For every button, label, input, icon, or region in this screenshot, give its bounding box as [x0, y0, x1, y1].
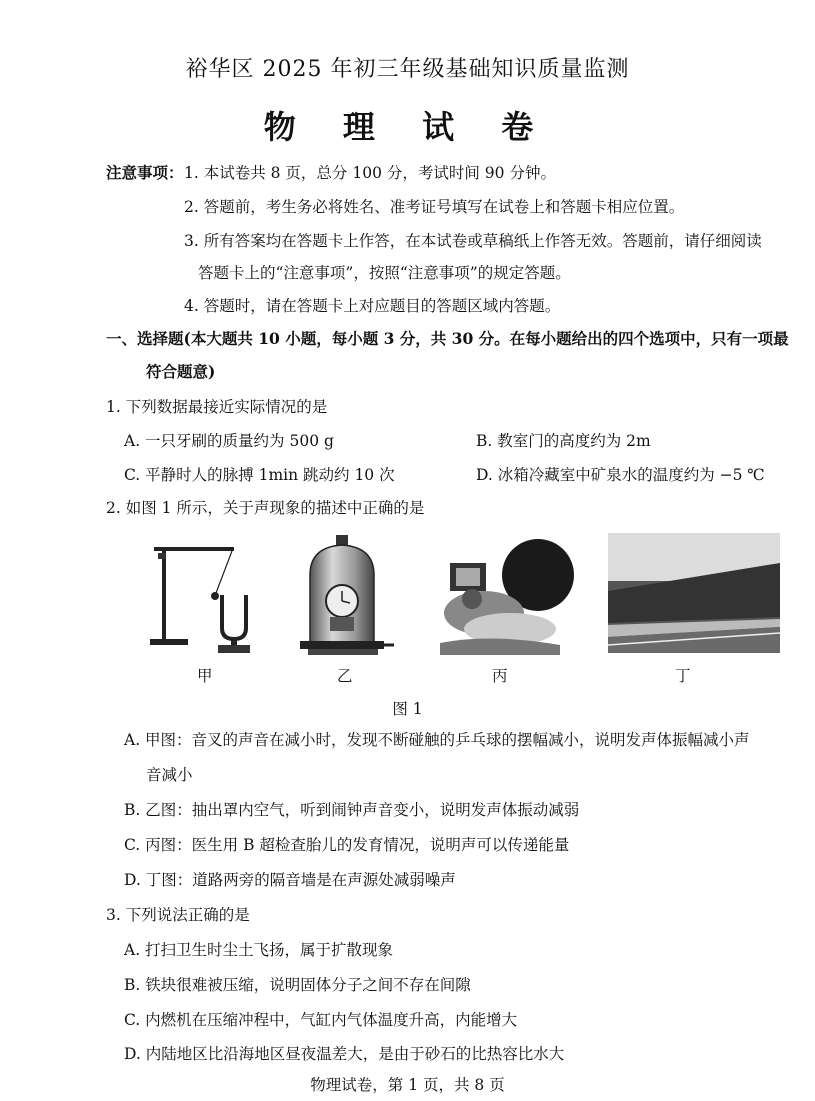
notice-item-2: 2. 答题前，考生务必将姓名、准考证号填写在试卷上和答题卡相应位置。	[184, 198, 685, 216]
question-3-stem: 3. 下列说法正确的是	[106, 906, 250, 924]
notice-item-1: 1. 本试卷共 8 页，总分 100 分，考试时间 90 分钟。	[184, 164, 556, 182]
tuning-fork-pendulum-figure	[140, 533, 260, 663]
question-1-option-b: B. 教室门的高度约为 2m	[476, 432, 651, 450]
figure-caption: 图 1	[392, 700, 423, 718]
noise-barrier-road-figure	[608, 533, 780, 663]
figure-label-jia: 甲	[197, 667, 213, 685]
question-1-option-c: C. 平静时人的脉搏 1min 跳动约 10 次	[124, 466, 395, 484]
question-2-option-b: B. 乙图：抽出罩内空气，听到闹钟声音变小，说明发声体振动减弱	[124, 801, 580, 819]
figure-label-yi: 乙	[337, 667, 353, 685]
figure-label-bing: 丙	[492, 667, 508, 685]
question-2-stem: 2. 如图 1 所示，关于声现象的描述中正确的是	[106, 499, 425, 517]
figure-1	[140, 533, 780, 663]
figure-label-ding: 丁	[675, 667, 691, 685]
question-3-option-d: D. 内陆地区比沿海地区昼夜温差大，是由于砂石的比热容比水大	[124, 1045, 565, 1063]
question-2-option-a: A. 甲图：音叉的声音在减小时，发现不断碰触的乒乓球的摆幅减小，说明发声体振幅减小声	[124, 731, 750, 749]
question-3-option-b: B. 铁块很难被压缩，说明固体分子之间不存在间隙	[124, 976, 471, 994]
bell-jar-figure	[290, 533, 400, 663]
question-1-stem: 1. 下列数据最接近实际情况的是	[106, 398, 328, 416]
notice-item-3-cont: 答题卡上的“注意事项”，按照“注意事项”的规定答题。	[198, 264, 571, 282]
question-1-option-a: A. 一只牙刷的质量约为 500 g	[124, 432, 334, 450]
page-footer: 物理试卷，第 1 页，共 8 页	[310, 1076, 505, 1094]
question-2-option-a-cont: 音减小	[146, 766, 193, 784]
ultrasound-figure	[430, 533, 580, 663]
notice-label: 注意事项：	[106, 163, 184, 182]
question-3-option-c: C. 内燃机在压缩冲程中，气缸内气体温度升高，内能增大	[124, 1011, 518, 1029]
question-2-option-d: D. 丁图：道路两旁的隔音墙是在声源处减弱噪声	[124, 871, 456, 889]
exam-title: 裕华区 2025 年初三年级基础知识质量监测	[185, 57, 630, 82]
section-heading: 一、选择题(本大题共 10 小题，每小题 3 分，共 30 分。在每小题给出的四个选项中，只有一项最	[106, 329, 789, 348]
question-1-option-d: D. 冰箱冷藏室中矿泉水的温度约为 −5 ℃	[476, 466, 765, 484]
notice-item-3: 3. 所有答案均在答题卡上作答，在本试卷或草稿纸上作答无效。答题前，请仔细阅读	[184, 232, 762, 250]
section-heading-cont: 符合题意)	[146, 362, 216, 381]
question-3-option-a: A. 打扫卫生时尘土飞扬，属于扩散现象	[124, 941, 394, 959]
subject-title: 物 理 试 卷	[263, 108, 552, 146]
notice-item-4: 4. 答题时，请在答题卡上对应题目的答题区域内答题。	[184, 297, 561, 315]
question-2-option-c: C. 丙图：医生用 B 超检查胎儿的发育情况，说明声可以传递能量	[124, 836, 570, 854]
